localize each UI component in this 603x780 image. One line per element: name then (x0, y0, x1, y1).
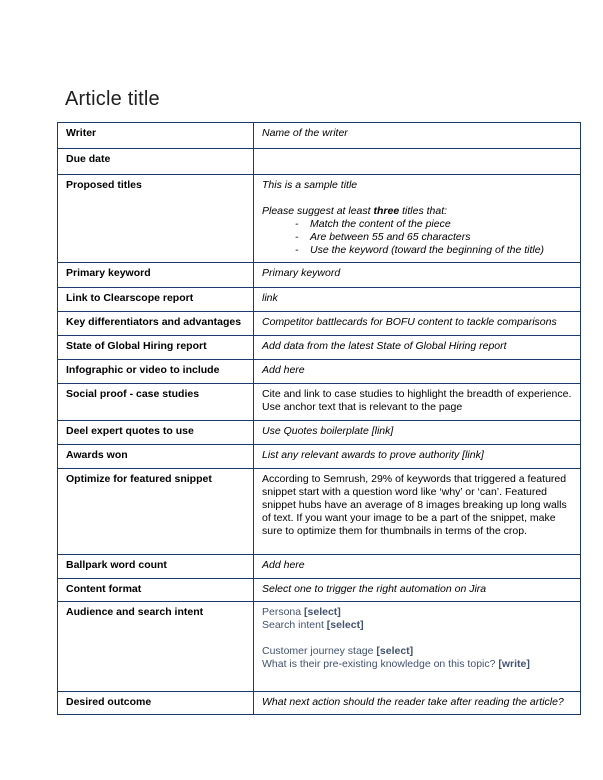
instruction-bold: three (373, 205, 400, 217)
row-value-primary-keyword[interactable] (254, 263, 581, 288)
search-intent-line (262, 619, 572, 632)
row-value-clearscope-link[interactable] (254, 288, 581, 312)
row-label-awards-won[interactable] (58, 445, 254, 469)
bullet-item (262, 218, 572, 231)
row-value-text: Competitor battlecards for BOFU content to tackle comparisons (262, 316, 557, 328)
table-row (58, 421, 581, 445)
page-title: Article title (65, 88, 160, 110)
line-text: Customer journey stage (262, 645, 377, 657)
row-value-text: Primary keyword (262, 267, 341, 279)
persona-line (262, 606, 572, 619)
table-row (58, 445, 581, 469)
row-label-text: Writer (66, 127, 97, 139)
select-tag: [select] (304, 606, 341, 618)
instruction-post: titles that: (399, 205, 448, 217)
row-label-desired-outcome[interactable] (58, 692, 254, 715)
row-value-featured-snippet[interactable] (254, 469, 581, 555)
row-value-text: According to Semrush, 29% of keywords that triggered a featured snippet start with a question word like ‘why’ or ‘can’. Featured snippet hubs have an average of 8 images breaking up long walls of text. If you want your image to be a part of the snippet, make sure to optimize them for thumbnails in terms of the crop. (262, 473, 567, 537)
bullet-text: - Are between 55 and 65 characters (310, 231, 471, 243)
row-label-word-count[interactable] (58, 555, 254, 579)
row-value-proposed-titles[interactable] (254, 175, 581, 263)
row-label-text: Desired outcome (66, 696, 152, 708)
table-row (58, 692, 581, 715)
row-label-social-proof[interactable] (58, 384, 254, 421)
row-label-featured-snippet[interactable] (58, 469, 254, 555)
row-value-text: link (262, 292, 278, 304)
row-value-content-format[interactable] (254, 579, 581, 602)
table-row (58, 555, 581, 579)
row-label-text: Awards won (66, 449, 128, 461)
row-value-text: Add data from the latest State of Global Hiring report (262, 340, 507, 352)
row-label-primary-keyword[interactable] (58, 263, 254, 288)
line-text: Search intent (262, 619, 327, 631)
row-value-writer[interactable] (254, 123, 581, 149)
line-text: What is their pre-existing knowledge on this topic? (262, 658, 499, 670)
bullet-item (262, 231, 572, 244)
row-value-text: List any relevant awards to prove authority [link] (262, 449, 484, 461)
row-label-clearscope-link[interactable] (58, 288, 254, 312)
row-value-audience-intent[interactable] (254, 602, 581, 692)
table-row (58, 579, 581, 602)
row-value-text: Cite and link to case studies to highlight the breadth of experience. Use anchor text that is relevant to the page (262, 388, 572, 413)
row-label-text: Link to Clearscope report (66, 292, 194, 304)
row-value-text: Add here (262, 364, 305, 376)
row-label-text: Optimize for featured snippet (66, 473, 212, 485)
table-row (58, 360, 581, 384)
row-value-desired-outcome[interactable] (254, 692, 581, 715)
row-label-text: Infographic or video to include (66, 364, 220, 376)
select-tag: [select] (376, 645, 414, 657)
table-row (58, 175, 581, 263)
sample-title-line: This is a sample title (262, 179, 358, 191)
journey-stage-line (262, 645, 572, 658)
row-label-text: Key differentiators and advantages (66, 316, 242, 328)
preexisting-knowledge-line (262, 658, 572, 671)
row-label-text: Due date (66, 153, 111, 165)
row-label-text: Proposed titles (66, 179, 142, 191)
row-value-expert-quotes[interactable] (254, 421, 581, 445)
row-label-text: Social proof - case studies (66, 388, 200, 400)
line-text: Persona (262, 606, 305, 618)
bullet-text: - Match the content of the piece (310, 218, 451, 230)
table-row (58, 123, 581, 149)
row-label-proposed-titles[interactable] (58, 175, 254, 263)
row-label-text: State of Global Hiring report (66, 340, 207, 352)
row-label-text: Ballpark word count (66, 559, 167, 571)
table-row (58, 149, 581, 175)
row-label-content-format[interactable] (58, 579, 254, 602)
blank-line (262, 192, 572, 205)
row-value-text: Use Quotes boilerplate [link] (262, 425, 394, 437)
table-row (58, 263, 581, 288)
row-value-key-differentiators[interactable] (254, 312, 581, 336)
row-value-word-count[interactable] (254, 555, 581, 579)
table-row (58, 288, 581, 312)
bullet-item (262, 244, 572, 257)
row-label-due-date[interactable] (58, 149, 254, 175)
row-label-text: Primary keyword (66, 267, 151, 279)
row-value-text: Select one to trigger the right automation on Jira (262, 583, 487, 595)
table-row (58, 312, 581, 336)
row-value-text: What next action should the reader take after reading the article? (262, 696, 564, 708)
row-label-expert-quotes[interactable] (58, 421, 254, 445)
table-row (58, 602, 581, 692)
row-label-writer[interactable] (58, 123, 254, 149)
row-value-social-proof[interactable] (254, 384, 581, 421)
instruction-pre: Please suggest at least (262, 205, 374, 217)
table-row (58, 469, 581, 555)
row-label-infographic[interactable] (58, 360, 254, 384)
row-label-key-differentiators[interactable] (58, 312, 254, 336)
row-label-audience-intent[interactable] (58, 602, 254, 692)
table-row (58, 336, 581, 360)
row-label-text: Deel expert quotes to use (66, 425, 194, 437)
row-value-infographic[interactable] (254, 360, 581, 384)
select-tag: [select] (326, 619, 364, 631)
row-label-global-hiring-report[interactable] (58, 336, 254, 360)
row-value-text: Name of the writer (262, 127, 348, 139)
row-value-due-date[interactable] (254, 149, 581, 175)
row-value-text: Add here (262, 559, 305, 571)
row-label-text: Audience and search intent (66, 606, 204, 618)
blank-line (262, 632, 572, 645)
write-tag: [write] (498, 658, 530, 670)
article-brief-table (57, 122, 581, 715)
row-value-global-hiring-report[interactable] (254, 336, 581, 360)
row-label-text: Content format (66, 583, 142, 595)
titles-instruction-line (262, 205, 572, 218)
table-row (58, 384, 581, 421)
row-value-awards-won[interactable] (254, 445, 581, 469)
bullet-text: - Use the keyword (toward the beginning of the title) (310, 244, 545, 256)
